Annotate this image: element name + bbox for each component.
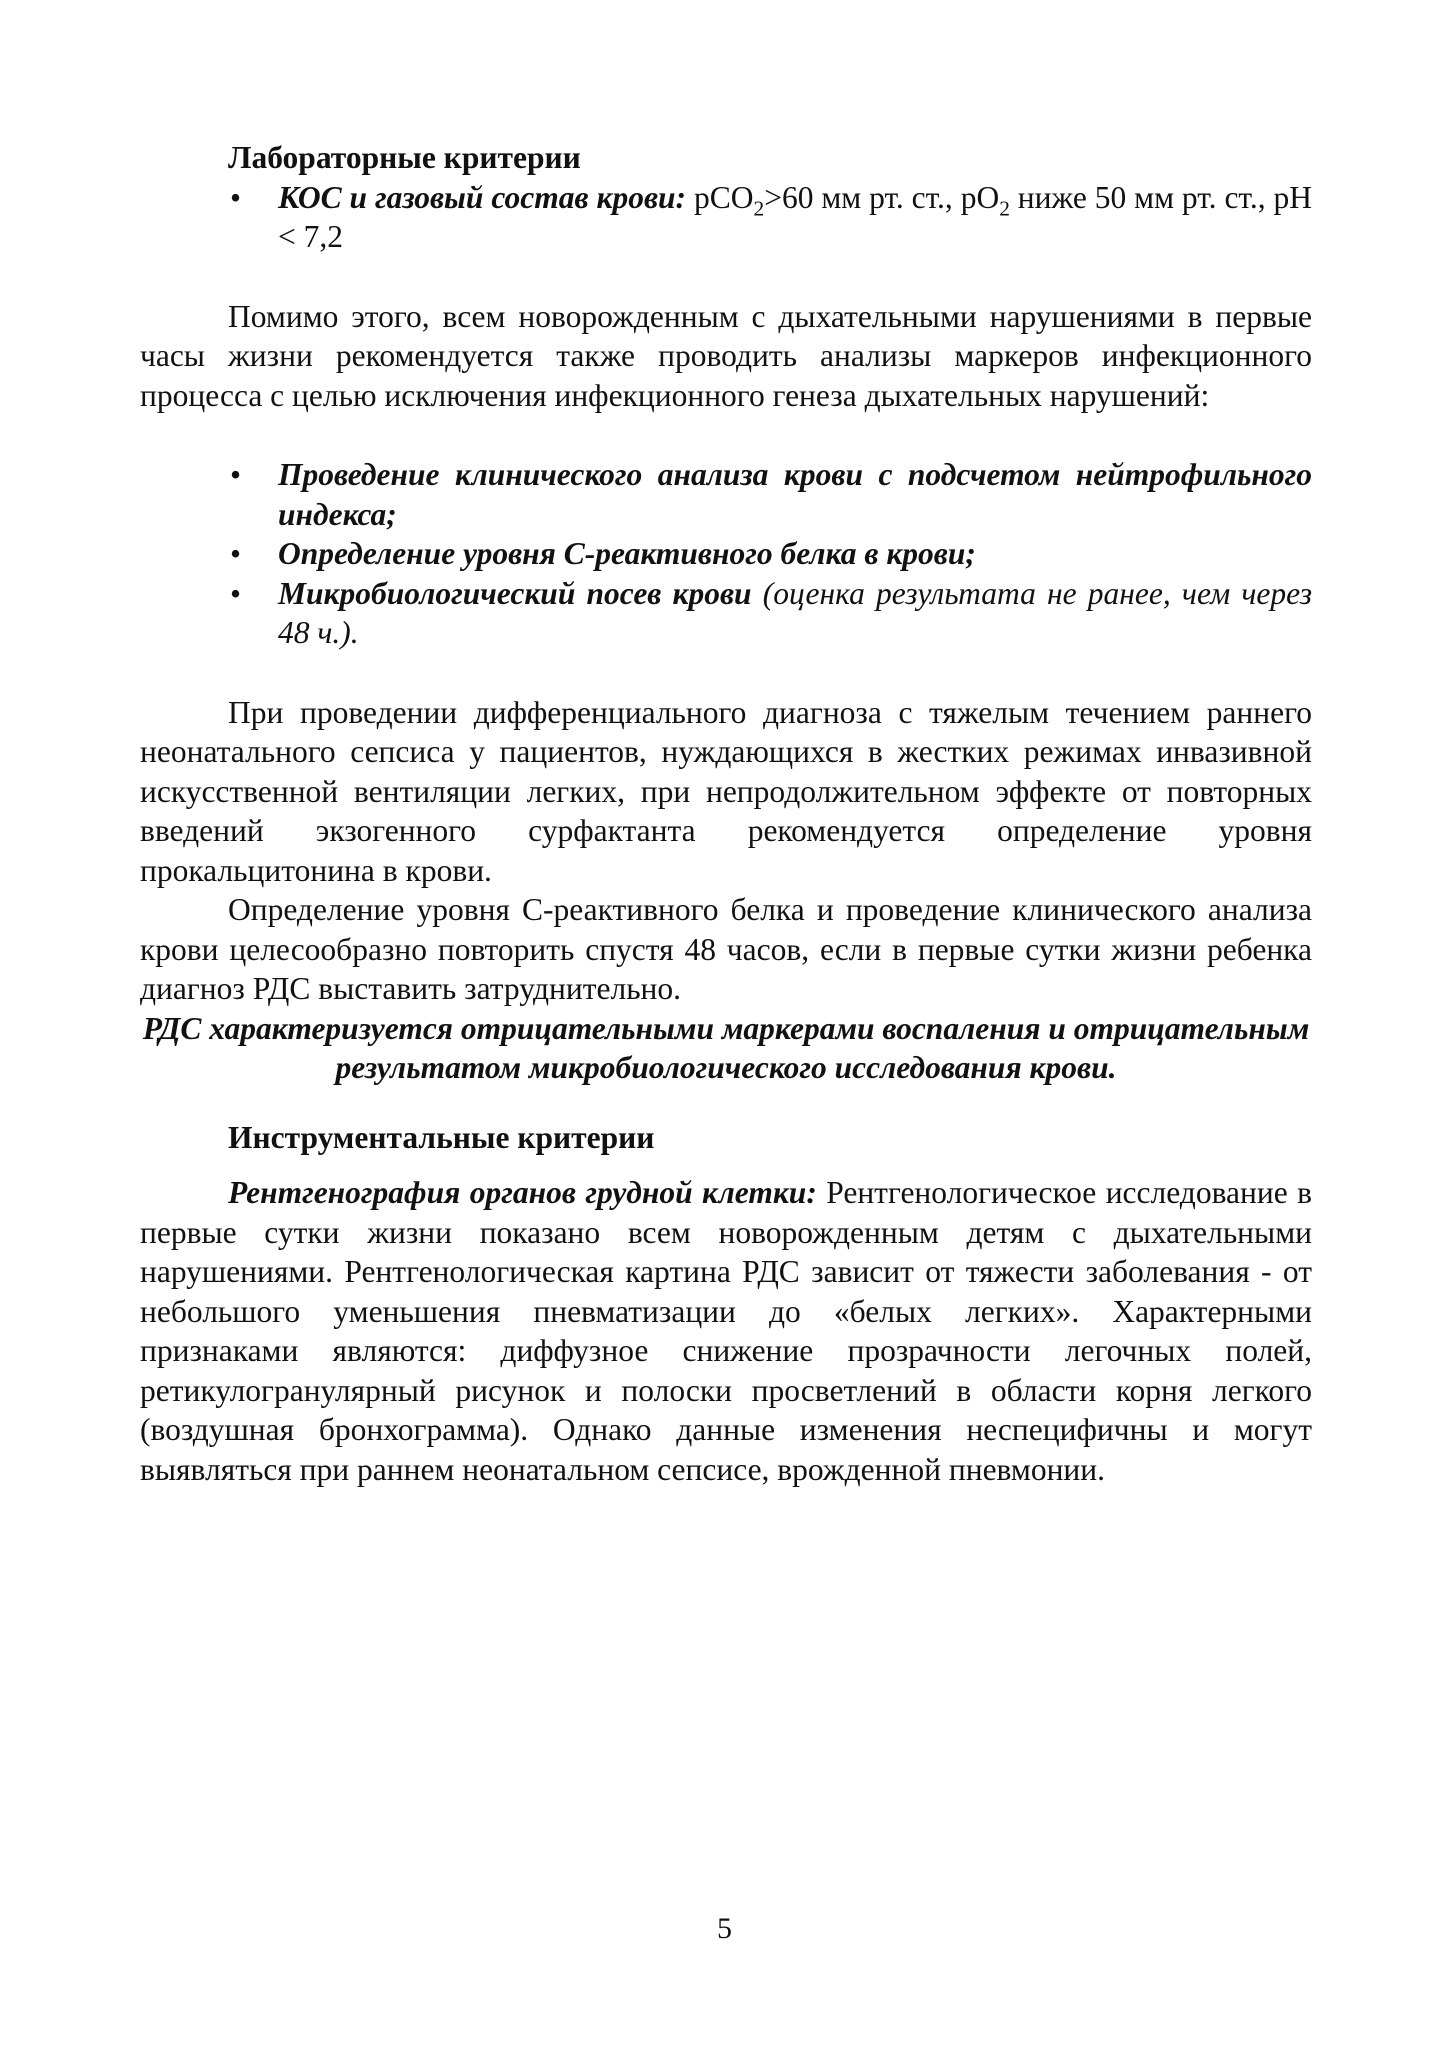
bullet-icon: • bbox=[230, 179, 242, 215]
rds-statement: РДС характеризуется отрицательными маркерами воспаления и отрицательным результатом микробиологического исследования крови. bbox=[142, 1010, 1310, 1085]
list-item bbox=[140, 455, 1312, 534]
page-content bbox=[140, 138, 1312, 1489]
marker-item-3-bold: Микробиологический посев крови bbox=[278, 575, 752, 611]
kos-text-2: >60 мм рт. ст., pO bbox=[764, 179, 1000, 215]
marker-item-3-note: (оценка результата не ранее, чем через 48 ч.). bbox=[278, 575, 1313, 650]
kos-label: КОС и газовый состав крови: bbox=[278, 179, 687, 215]
paragraph-besides: Помимо этого, всем новорожденным с дыхательными нарушениями в первые часы жизни рекомендуется также проводить анализы маркеров инфекционного процесса с целью исключения инфекционного генеза дыхательных нарушений: bbox=[140, 298, 1312, 413]
kos-text-3: ниже 50 мм рт. ст., pH < 7,2 bbox=[278, 179, 1312, 254]
lab-criteria-list bbox=[140, 178, 1312, 257]
lab-criteria-heading: Лабораторные критерии bbox=[228, 140, 581, 175]
paragraph-crp: Определение уровня С-реактивного белка и проведение клинического анализа крови целесообразно повторить спустя 48 часов, если в первые сутки жизни ребенка диагноз РДС выставить затруднительно. bbox=[140, 892, 1312, 1006]
instrumental-criteria-heading: Инструментальные критерии bbox=[228, 1119, 655, 1155]
infection-markers-list bbox=[140, 455, 1312, 653]
marker-item-1: Проведение клинического анализа крови с подсчетом нейтрофильного индекса; bbox=[278, 457, 1312, 532]
kos-subscript-2: 2 bbox=[999, 195, 1010, 220]
bullet-icon: • bbox=[230, 575, 242, 611]
marker-item-2: Определение уровня С-реактивного белка в крови; bbox=[278, 536, 976, 571]
list-item bbox=[140, 178, 1312, 257]
list-item bbox=[140, 574, 1312, 653]
page-number: 5 bbox=[717, 1912, 732, 1945]
bullet-icon: • bbox=[230, 536, 242, 571]
xray-text: Рентгенологическое исследование в первые сутки жизни показано всем новорожденным детям с дыхательными нарушениями. Рентгенологическая картина РДС зависит от тяжести заболевания - от небольшого уменьшения пневматизации до «белых легких». Характерными признаками являются: диффузное снижение прозрачности легочных полей, ретикулогранулярный рисунок и полоски просветлений в области корня легкого (воздушная бронхограмма). Однако данные изменения неспецифичны и могут выявляться при раннем неонатальном сепсисе, врожденной пневмонии. bbox=[140, 1175, 1313, 1487]
kos-subscript-1: 2 bbox=[753, 195, 765, 220]
bullet-icon: • bbox=[230, 457, 242, 492]
xray-label: Рентгенография органов грудной клетки: bbox=[228, 1175, 817, 1210]
paragraph-xray bbox=[140, 1173, 1312, 1489]
kos-text-1: pCO bbox=[686, 179, 754, 215]
paragraph-differential: При проведении дифференциального диагноза с тяжелым течением раннего неонатального сепсиса у пациентов, нуждающихся в жестких режимах инвазивной искусственной вентиляции легких, при непродолжительном эффекте от повторных введений экзогенного сурфактанта рекомендуется определение уровня прокальцитонина в крови. bbox=[140, 694, 1312, 888]
list-item bbox=[140, 534, 1312, 574]
